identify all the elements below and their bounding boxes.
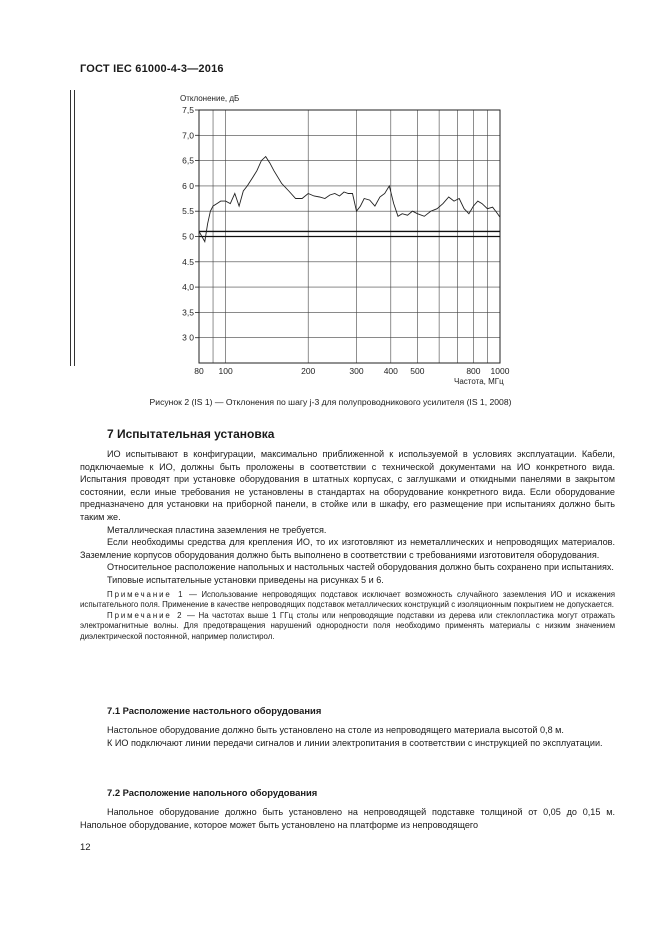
- x-tick-label: 100: [218, 366, 233, 376]
- paragraph: Если необходимы средства для крепления ИО, то их изготовляют из неметаллических и непроводящих материалов. Заземление корпусов оборудования должно быть выполнено в соответствии с требованиями изготовителя оборудования.: [80, 537, 615, 560]
- x-tick-label: 400: [383, 366, 398, 376]
- y-tick-label: 5 0: [182, 231, 194, 242]
- y-tick-labels: [182, 105, 194, 343]
- section-body: [80, 448, 615, 643]
- paragraph: Типовые испытательные установки приведены на рисунках 5 и 6.: [107, 574, 384, 585]
- y-tick-label: 7,5: [182, 105, 194, 115]
- subsection-body: [80, 806, 615, 831]
- note-text: — Использование непроводящих подставок исключает возможность случайного заземления ИО и искажения испытательного поля. Применение в качестве непроводящих подставок металлических конструкций с изоляционным покрытием не допускается.: [80, 589, 616, 610]
- x-tick-labels: [194, 366, 509, 376]
- x-tick-label: 300: [349, 366, 364, 376]
- deviation-chart: [0, 0, 661, 400]
- x-axis-label: Частота, МГц: [454, 377, 504, 386]
- section-title: 7 Испытательная установка: [107, 427, 275, 441]
- subsection-title: 7.2 Расположение напольного оборудования: [107, 787, 318, 798]
- y-tick-label: 5.5: [182, 206, 194, 217]
- figure-caption: Рисунок 2 (IS 1) — Отклонения по шагу j-3 для полупроводникового усилителя (IS 1, 2008): [149, 397, 512, 407]
- note-label: Примечание 1: [107, 589, 185, 599]
- x-tick-label: 500: [410, 366, 425, 376]
- y-tick-label: 4,0: [182, 282, 194, 293]
- note: [80, 590, 615, 611]
- paragraph: Настольное оборудование должно быть установлено на столе из непроводящего материала высотой 0,8 м.: [107, 725, 564, 735]
- paragraph: ИО испытывают в конфигурации, максимально приближенной к используемой в условиях эксплуатации. Кабели, подключаемые к ИО, должны быть проложены в соответствии с технической документами на ИО конкретного вида. Испытания проводят при установке оборудования в штатных корпусах, с заглушками и откидными панелями в закрытом состоянии, если иные требования не установлены в стандартах на оборудование конкретного вида. Если оборудование предназначено для установки на приборной панели, в стойке или в шкафу, его размещение при испытаниях должно быть таким же.: [80, 449, 615, 522]
- document-header: ГОСТ IEC 61000-4-3—2016: [80, 63, 224, 75]
- paragraph: Напольное оборудование должно быть установлено на непроводящей подставке толщиной от 0,05 до 0,15 м. Напольное оборудование, которое может быть установлено на платформе из непроводящего: [80, 807, 615, 830]
- note: [80, 611, 615, 643]
- y-tick-label: 6 0: [182, 180, 194, 191]
- x-tick-label: 1000: [490, 366, 510, 376]
- y-axis-label: Отклонение, дБ: [180, 94, 240, 103]
- note-text: — На частотах выше 1 ГГц столы или непроводящие подставки из дерева или стеклопластика могут отражать электромагнитные волны. Для предотвращения нарушений однородности поля необходимо применять материалы с низким значением диэлектрической постоянной, например полистирол.: [80, 610, 615, 641]
- y-tick-label: 3,5: [182, 307, 194, 318]
- y-tick-label: 3 0: [182, 332, 194, 343]
- reference-lines: [199, 231, 500, 236]
- page-number: 12: [80, 842, 91, 853]
- paragraph: Относительное расположение напольных и настольных частей оборудования должно быть сохранено при испытаниях.: [107, 562, 614, 573]
- x-tick-label: 200: [301, 366, 316, 376]
- paragraph: К ИО подключают линии передачи сигналов и линии электропитания в соответствии с инструкцией по эксплуатации.: [107, 737, 603, 748]
- subsection-body: [80, 724, 615, 749]
- x-tick-label: 80: [194, 366, 204, 376]
- subsection-title: 7.1 Расположение настольного оборудования: [107, 705, 322, 716]
- note-label: Примечание 2: [107, 610, 184, 620]
- y-tick-label: 4.5: [182, 256, 194, 267]
- deviation-series-line: [199, 157, 500, 242]
- y-tick-label: 7,0: [182, 130, 194, 141]
- paragraph: Металлическая пластина заземления не требуется.: [107, 524, 327, 535]
- x-tick-label: 800: [466, 366, 481, 376]
- y-tick-label: 6,5: [182, 155, 194, 166]
